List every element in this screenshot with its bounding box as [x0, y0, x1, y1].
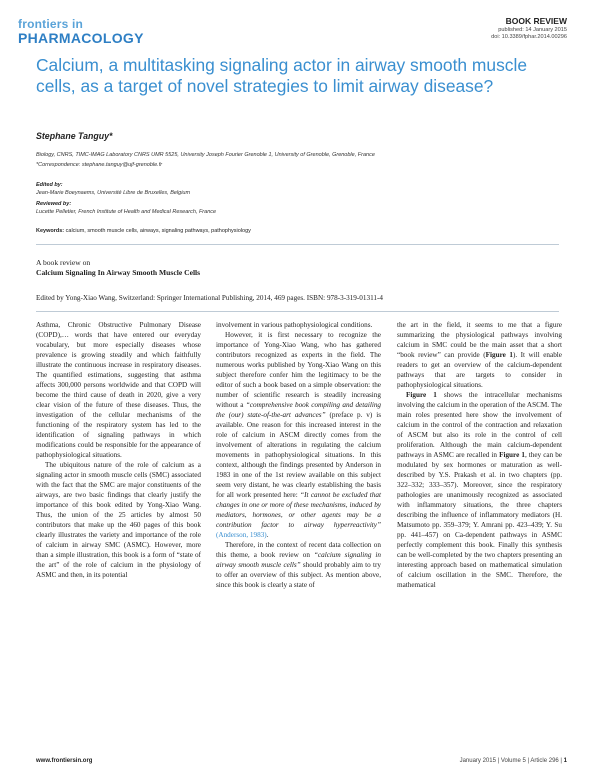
paragraph — [216, 330, 381, 540]
text-run: the art in the field, it seems to me that a figure summarizing the physiological pathways involving calcium in SMC could be the main asset that a short “book review” can provide ( — [397, 321, 562, 359]
reviewed-by-label: Reviewed by: — [36, 201, 72, 207]
divider — [36, 311, 559, 312]
text-run: . — [266, 531, 269, 539]
text-run: , they can be modulated by sex hormones or maturation as well-described by Y.S. Prakash et al. in two chapters (pp. 322–332; 333–357). Moreover, since the respiratory pathologies are unanimously recognized as associated with inflammatory situations, the three chapters describing the influence of inflammatory mediators (H. Matsumoto pp. 359–379; Y. Amrani pp. 423–439; Y. Su pp. 441–457) on Ca-dependent pathways in ASMC perfectly complement this book. Finally this synthesis can be well-completed by the two chapters presenting an interesting approach based on mathematical simulation of calcium oscillation in the SMC. Therefore, the mathematical — [397, 451, 562, 589]
citation-link[interactable]: (Anderson, 1983) — [216, 531, 267, 539]
quote: “comprehensive book compiling and detailing the (our) state-of-the-art advances” — [216, 401, 382, 419]
article-type: BOOK REVIEW — [505, 16, 567, 26]
published-date: published: 14 January 2015 — [498, 26, 567, 33]
paragraph — [216, 540, 381, 590]
affiliation: Biology, CNRS, TIMC-IMAG Laboratory CNRS UMR 5525, University Joseph Fourier Grenoble 1, University of Grenoble, Grenoble, France — [36, 152, 375, 158]
keywords-text: calcium, smooth muscle cells, airways, signaling pathways, pathophysiology — [65, 228, 251, 234]
body-column-2 — [216, 320, 381, 590]
book-review-intro: A book review on — [36, 258, 91, 267]
text-run: Therefore, in the context of recent data collection on this theme, a book review on — [216, 541, 381, 559]
text-run: shows the intracellular mechanisms involving the calcium in the operation of the ASCM. The main roles presented here show the involvement of calcium in the control of the contraction and relaxation of ASCM but also its role in the control of cell proliferation. Although the main calcium-dependent pathways in ASMC are recalled in — [397, 391, 562, 459]
correspondence: *Correspondence: stephane.tanguy@ujf-grenoble.fr — [36, 161, 163, 168]
figure-ref[interactable]: Figure 1 — [406, 391, 437, 399]
editor-name: Jean-Marie Boeynaems, Université Libre de Bruxelles, Belgium — [36, 190, 191, 196]
paragraph: The ubiquitous nature of the role of calcium as a signaling actor in smooth muscle cells (SMC) associated with the fact that the SMC are major constituents of the airways, are two basic findings that clearly justify the importance of this book edited by Yong-Xiao Wang. Thus, the union of the 25 articles by almost 50 contributors that make up the 460 pages of this book clearly illustrates the variety and importance of the role of calcium in airway SMC (ASMC). However, more than a simple illustration, this book is a form of “state of the art” of the role of calcium in the physiology of ASMC and then, in its potential — [36, 461, 201, 579]
keywords-label: Keywords: — [36, 228, 65, 234]
reviewer-name: Lucette Pelletier, French Institute of Health and Medical Research, France — [36, 209, 217, 215]
edited-by-label: Edited by: — [36, 182, 63, 188]
doi: doi: 10.3389/fphar.2014.00296 — [491, 33, 567, 40]
author-name: Stephane Tanguy* — [36, 131, 113, 141]
figure-ref[interactable]: Figure 1 — [499, 451, 525, 459]
footer-info — [460, 758, 567, 764]
paragraph — [397, 390, 562, 590]
affiliation-block — [36, 151, 576, 170]
body-column-1 — [36, 320, 201, 580]
page-number: 1 — [563, 758, 567, 764]
book-title-block — [36, 258, 200, 278]
book-title: Calcium Signaling In Airway Smooth Muscle Cells — [36, 268, 201, 277]
paragraph: Asthma, Chronic Obstructive Pulmonary Disease (COPD),… words that have entered our everyday vocabulary, but more especially diseases whose prevalence is growing steadily and which faithfully illustrate the continuous increase in respiratory diseases. The quantified estimations, suggesting that asthma affects 300,000 persons worldwide and that COPD will become the third cause of death in 2020, give a very clear vision of the future of these diseases. Thus, the investigation of the cellular mechanisms of the functioning of the respiratory system has led to the identification of signaling pathways in which modifications could be responsible for the appearance of pathophysiological situations. — [36, 321, 201, 459]
figure-ref[interactable]: Figure 1 — [485, 351, 513, 359]
journal-logo-line1: frontiers in — [18, 17, 84, 31]
keywords — [36, 228, 251, 234]
journal-logo-line2: PHARMACOLOGY — [18, 30, 144, 46]
quote: “It cannot be excluded that changes in one or more of these mechanisms, induced by mediators, hormones, or other agents may be a contribution factor to airway hyperreactivity” — [216, 491, 381, 529]
text-run: (preface p. v) is available. One reason for this increased interest in the role of calcium in ASCM directly comes from the involvement of alterations in regulating the calcium movements in pathophysiological situations. In this context, although the findings presented by Anderson in 1983 in one of the 1st review available on this subject seem very distant, he was clearly establishing the basis for all work presented here: — [216, 411, 381, 499]
body-column-3 — [397, 320, 562, 590]
paragraph — [397, 320, 562, 390]
paragraph: involvement in various pathophysiological conditions. — [216, 321, 373, 329]
reviewed-by-block — [36, 200, 216, 216]
text-run: ). It will enable readers to get an overview of the calcium-dependent pathways that are targets to consider in pathophysiological situations. — [397, 351, 562, 389]
text-run: should probably aim to try to offer an overview of this subject. As mention above, since this book is clearly a state of — [216, 561, 382, 589]
article-header — [491, 16, 567, 41]
footer-issue: January 2015 | Volume 5 | Article 296 | — [459, 758, 562, 764]
book-citation: Edited by Yong-Xiao Wang, Switzerland: Springer International Publishing, 2014, 469 pages. ISBN: 978-3-319-01311-4 — [36, 294, 383, 302]
journal-logo — [18, 18, 144, 45]
quote: “calcium signaling in airway smooth muscle cells” — [216, 551, 381, 569]
text-run: However, it is first necessary to recognize the importance of Yong-Xiao Wang, who has gathered contributors recognized as experts in the field. The numerous works published by Yong-Xiao Wang on this subject therefore confer him the legitimacy to be the editor of such a book based on a simple observation: the number of scientific research is steadily increasing without a — [216, 331, 381, 409]
footer-url[interactable]: www.frontiersin.org — [36, 758, 93, 764]
article-title: Calcium, a multitasking signaling actor in airway smooth muscle cells, as a target of novel strategies to limit airway disease? — [36, 55, 527, 96]
edited-by-block — [36, 181, 190, 197]
divider — [36, 244, 559, 245]
